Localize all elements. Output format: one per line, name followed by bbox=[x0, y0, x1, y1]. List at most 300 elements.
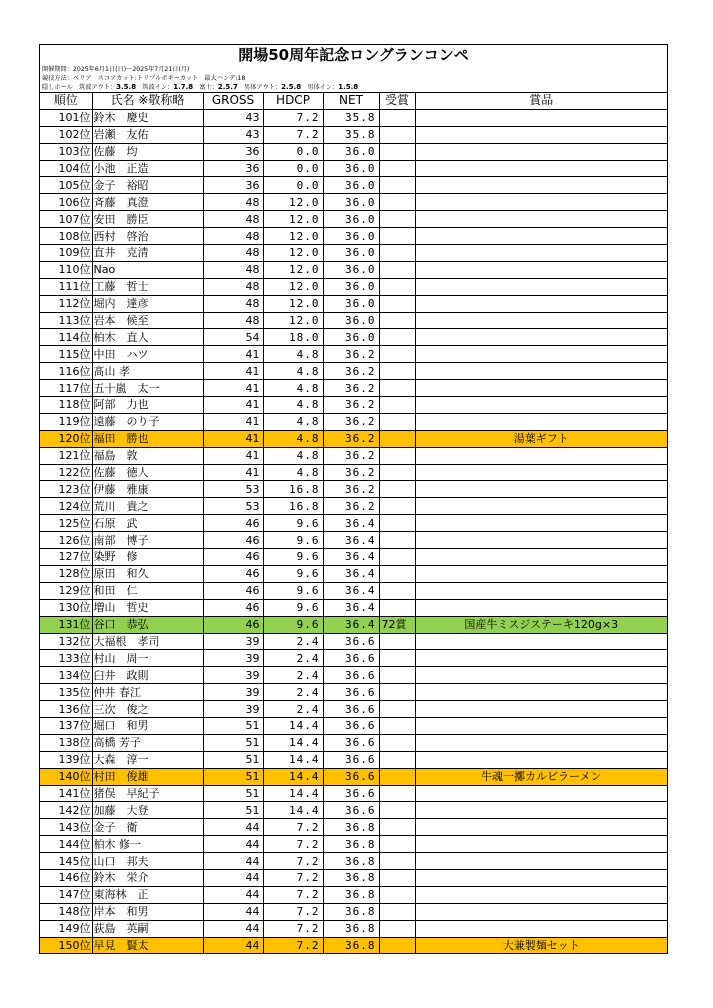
net-cell: 36.4 bbox=[323, 565, 379, 582]
gross-cell: 44 bbox=[203, 853, 263, 870]
rank-cell: 139位 bbox=[40, 751, 92, 768]
name-cell: 山口 邦夫 bbox=[92, 853, 203, 870]
gross-cell: 43 bbox=[203, 109, 263, 126]
gross-cell: 41 bbox=[203, 380, 263, 397]
table-row bbox=[40, 734, 667, 751]
hidden-holes-label-5: 男体イン： bbox=[301, 84, 339, 91]
table-row bbox=[40, 549, 667, 566]
results-sheet bbox=[39, 44, 668, 954]
rank-cell: 145位 bbox=[40, 853, 92, 870]
rank-cell: 124位 bbox=[40, 498, 92, 515]
name-cell: 原田 和久 bbox=[92, 565, 203, 582]
award-cell bbox=[379, 836, 415, 853]
gross-cell: 46 bbox=[203, 515, 263, 532]
rank-cell: 126位 bbox=[40, 532, 92, 549]
table-row bbox=[40, 312, 667, 329]
name-cell: 谷口 恭弘 bbox=[92, 616, 203, 633]
hdcp-cell: 4.8 bbox=[263, 430, 323, 447]
hdcp-cell: 4.8 bbox=[263, 363, 323, 380]
hdcp-cell: 4.8 bbox=[263, 413, 323, 430]
page-title: 開場50周年記念ロングランコンペ bbox=[238, 46, 469, 64]
award-cell bbox=[379, 447, 415, 464]
name-cell: 鈴木 慶史 bbox=[92, 109, 203, 126]
hdcp-cell: 7.2 bbox=[263, 109, 323, 126]
gross-cell: 41 bbox=[203, 363, 263, 380]
hdcp-cell: 9.6 bbox=[263, 582, 323, 599]
award-cell bbox=[379, 582, 415, 599]
name-cell: 斉藤 真澄 bbox=[92, 194, 203, 211]
prize-cell bbox=[415, 532, 667, 549]
award-cell bbox=[379, 211, 415, 228]
net-cell: 36.6 bbox=[323, 734, 379, 751]
net-cell: 36.8 bbox=[323, 937, 379, 954]
net-cell: 36.4 bbox=[323, 515, 379, 532]
rank-cell: 147位 bbox=[40, 886, 92, 903]
award-cell bbox=[379, 261, 415, 278]
prize-cell bbox=[415, 109, 667, 126]
hdcp-cell: 0.0 bbox=[263, 143, 323, 160]
prize-cell bbox=[415, 819, 667, 836]
hdcp-cell: 12.0 bbox=[263, 312, 323, 329]
net-cell: 36.0 bbox=[323, 160, 379, 177]
rank-cell: 113位 bbox=[40, 312, 92, 329]
hdcp-cell: 9.6 bbox=[263, 515, 323, 532]
hdcp-cell: 2.4 bbox=[263, 633, 323, 650]
hdcp-cell: 9.6 bbox=[263, 616, 323, 633]
name-cell: 西村 啓治 bbox=[92, 228, 203, 245]
table-row bbox=[40, 447, 667, 464]
prize-cell bbox=[415, 447, 667, 464]
table-row bbox=[40, 430, 667, 447]
hdcp-cell: 2.4 bbox=[263, 684, 323, 701]
prize-cell bbox=[415, 785, 667, 802]
hidden-holes-label-2: 筑波イン： bbox=[136, 84, 174, 91]
hdcp-cell: 4.8 bbox=[263, 447, 323, 464]
event-period: 開催期間：2025年6月1日(日)～2025年7月21日(月) bbox=[42, 66, 190, 73]
prize-cell bbox=[415, 329, 667, 346]
gross-cell: 53 bbox=[203, 498, 263, 515]
gross-cell: 41 bbox=[203, 346, 263, 363]
net-cell: 36.6 bbox=[323, 751, 379, 768]
net-cell: 36.4 bbox=[323, 582, 379, 599]
name-cell: 金子 衛 bbox=[92, 819, 203, 836]
name-cell: 染野 修 bbox=[92, 549, 203, 566]
award-cell bbox=[379, 363, 415, 380]
prize-cell bbox=[415, 751, 667, 768]
name-cell: 荒川 貴之 bbox=[92, 498, 203, 515]
prize-cell bbox=[415, 582, 667, 599]
gross-cell: 39 bbox=[203, 667, 263, 684]
net-cell: 36.8 bbox=[323, 903, 379, 920]
net-cell: 35.8 bbox=[323, 126, 379, 143]
table-row bbox=[40, 464, 667, 481]
table-row bbox=[40, 920, 667, 937]
net-cell: 36.0 bbox=[323, 329, 379, 346]
award-cell bbox=[379, 667, 415, 684]
name-cell: 加藤 大登 bbox=[92, 802, 203, 819]
net-cell: 36.8 bbox=[323, 819, 379, 836]
name-cell: 金子 裕昭 bbox=[92, 177, 203, 194]
prize-cell: 大兼製麺セット bbox=[415, 937, 667, 954]
gross-cell: 44 bbox=[203, 819, 263, 836]
net-cell: 36.6 bbox=[323, 768, 379, 785]
table-row bbox=[40, 278, 667, 295]
competition-method: 競技方法：ペリア スコアカット:トリプルボギーカット 最大ハンデ:18 bbox=[42, 75, 246, 82]
gross-cell: 44 bbox=[203, 869, 263, 886]
name-cell: 五十嵐 太一 bbox=[92, 380, 203, 397]
prize-cell bbox=[415, 160, 667, 177]
award-cell bbox=[379, 143, 415, 160]
prize-cell bbox=[415, 295, 667, 312]
table-row bbox=[40, 768, 667, 785]
name-cell: 大森 淳一 bbox=[92, 751, 203, 768]
table-row bbox=[40, 346, 667, 363]
name-cell: 村山 周一 bbox=[92, 650, 203, 667]
table-row bbox=[40, 650, 667, 667]
hdcp-cell: 7.2 bbox=[263, 920, 323, 937]
table-row bbox=[40, 397, 667, 414]
rank-cell: 135位 bbox=[40, 684, 92, 701]
gross-cell: 39 bbox=[203, 684, 263, 701]
name-cell: 工藤 哲士 bbox=[92, 278, 203, 295]
prize-cell bbox=[415, 346, 667, 363]
gross-cell: 48 bbox=[203, 228, 263, 245]
prize-cell bbox=[415, 228, 667, 245]
table-row bbox=[40, 329, 667, 346]
gross-cell: 48 bbox=[203, 312, 263, 329]
net-cell: 36.8 bbox=[323, 920, 379, 937]
gross-cell: 46 bbox=[203, 565, 263, 582]
table-row bbox=[40, 177, 667, 194]
table-row bbox=[40, 802, 667, 819]
hdcp-cell: 7.2 bbox=[263, 836, 323, 853]
gross-cell: 51 bbox=[203, 802, 263, 819]
hdcp-cell: 7.2 bbox=[263, 126, 323, 143]
award-cell bbox=[379, 430, 415, 447]
award-cell bbox=[379, 346, 415, 363]
prize-cell bbox=[415, 599, 667, 616]
results-table bbox=[40, 92, 667, 954]
rank-cell: 140位 bbox=[40, 768, 92, 785]
rank-cell: 123位 bbox=[40, 481, 92, 498]
table-row bbox=[40, 413, 667, 430]
prize-cell bbox=[415, 397, 667, 414]
rank-cell: 105位 bbox=[40, 177, 92, 194]
rank-cell: 148位 bbox=[40, 903, 92, 920]
hdcp-cell: 18.0 bbox=[263, 329, 323, 346]
gross-cell: 51 bbox=[203, 768, 263, 785]
rank-cell: 108位 bbox=[40, 228, 92, 245]
rank-cell: 109位 bbox=[40, 245, 92, 262]
hdcp-cell: 4.8 bbox=[263, 397, 323, 414]
rank-cell: 122位 bbox=[40, 464, 92, 481]
net-cell: 36.0 bbox=[323, 211, 379, 228]
gross-cell: 51 bbox=[203, 717, 263, 734]
net-cell: 36.8 bbox=[323, 853, 379, 870]
hidden-holes-label-1: 隠しホール 筑波アウト： bbox=[42, 84, 117, 91]
hidden-holes-label-4: 男体アウト： bbox=[237, 84, 282, 91]
net-cell: 36.6 bbox=[323, 717, 379, 734]
prize-cell bbox=[415, 903, 667, 920]
rank-cell: 106位 bbox=[40, 194, 92, 211]
prize-cell bbox=[415, 278, 667, 295]
award-cell bbox=[379, 278, 415, 295]
rank-cell: 121位 bbox=[40, 447, 92, 464]
rank-cell: 110位 bbox=[40, 261, 92, 278]
net-cell: 36.2 bbox=[323, 481, 379, 498]
hdcp-cell: 2.4 bbox=[263, 650, 323, 667]
prize-cell bbox=[415, 717, 667, 734]
table-row bbox=[40, 481, 667, 498]
gross-cell: 41 bbox=[203, 430, 263, 447]
table-row bbox=[40, 819, 667, 836]
net-cell: 36.0 bbox=[323, 245, 379, 262]
table-row bbox=[40, 143, 667, 160]
gross-cell: 46 bbox=[203, 549, 263, 566]
prize-cell bbox=[415, 498, 667, 515]
hdcp-cell: 9.6 bbox=[263, 565, 323, 582]
gross-cell: 51 bbox=[203, 785, 263, 802]
rank-cell: 136位 bbox=[40, 701, 92, 718]
rank-cell: 103位 bbox=[40, 143, 92, 160]
gross-cell: 41 bbox=[203, 447, 263, 464]
rank-cell: 119位 bbox=[40, 413, 92, 430]
net-cell: 36.0 bbox=[323, 143, 379, 160]
gross-cell: 51 bbox=[203, 734, 263, 751]
award-cell bbox=[379, 565, 415, 582]
prize-cell bbox=[415, 836, 667, 853]
net-cell: 36.4 bbox=[323, 616, 379, 633]
hdcp-cell: 14.4 bbox=[263, 768, 323, 785]
table-row bbox=[40, 599, 667, 616]
gross-cell: 39 bbox=[203, 633, 263, 650]
rank-cell: 144位 bbox=[40, 836, 92, 853]
hdcp-cell: 9.6 bbox=[263, 549, 323, 566]
name-cell: 福田 勝也 bbox=[92, 430, 203, 447]
net-cell: 36.0 bbox=[323, 295, 379, 312]
table-row bbox=[40, 126, 667, 143]
net-cell: 36.2 bbox=[323, 447, 379, 464]
award-cell bbox=[379, 920, 415, 937]
rank-cell: 150位 bbox=[40, 937, 92, 954]
hdcp-cell: 7.2 bbox=[263, 886, 323, 903]
name-cell: 岸本 和男 bbox=[92, 903, 203, 920]
table-row bbox=[40, 836, 667, 853]
table-row bbox=[40, 565, 667, 582]
prize-cell: 牛魂一擲カルビラーメン bbox=[415, 768, 667, 785]
gross-cell: 48 bbox=[203, 245, 263, 262]
gross-cell: 44 bbox=[203, 886, 263, 903]
hdcp-cell: 0.0 bbox=[263, 177, 323, 194]
award-cell bbox=[379, 903, 415, 920]
rank-cell: 115位 bbox=[40, 346, 92, 363]
name-cell: 伊藤 雅康 bbox=[92, 481, 203, 498]
award-cell bbox=[379, 295, 415, 312]
table-row bbox=[40, 211, 667, 228]
prize-cell bbox=[415, 312, 667, 329]
table-row bbox=[40, 582, 667, 599]
hdcp-cell: 9.6 bbox=[263, 599, 323, 616]
name-cell: 岩瀬 友佑 bbox=[92, 126, 203, 143]
hdcp-cell: 12.0 bbox=[263, 261, 323, 278]
table-row bbox=[40, 109, 667, 126]
award-cell bbox=[379, 464, 415, 481]
name-cell: 小池 正造 bbox=[92, 160, 203, 177]
gross-cell: 41 bbox=[203, 397, 263, 414]
name-cell: 南部 博子 bbox=[92, 532, 203, 549]
gross-cell: 48 bbox=[203, 211, 263, 228]
prize-cell: 国産牛ミスジステーキ120g×3 bbox=[415, 616, 667, 633]
table-row bbox=[40, 261, 667, 278]
gross-cell: 53 bbox=[203, 481, 263, 498]
rank-cell: 116位 bbox=[40, 363, 92, 380]
prize-cell bbox=[415, 245, 667, 262]
name-cell: 大福根 孝司 bbox=[92, 633, 203, 650]
award-cell bbox=[379, 768, 415, 785]
award-cell bbox=[379, 937, 415, 954]
prize-cell bbox=[415, 211, 667, 228]
gross-cell: 39 bbox=[203, 650, 263, 667]
table-row bbox=[40, 228, 667, 245]
award-cell bbox=[379, 312, 415, 329]
net-cell: 36.0 bbox=[323, 228, 379, 245]
name-cell: 鈴木 栄介 bbox=[92, 869, 203, 886]
name-cell: 和田 仁 bbox=[92, 582, 203, 599]
hidden-holes-value-2: 1.7.8 bbox=[173, 83, 194, 91]
table-row bbox=[40, 886, 667, 903]
net-cell: 36.0 bbox=[323, 312, 379, 329]
rank-cell: 142位 bbox=[40, 802, 92, 819]
net-cell: 35.8 bbox=[323, 109, 379, 126]
net-cell: 36.0 bbox=[323, 278, 379, 295]
gross-cell: 46 bbox=[203, 582, 263, 599]
award-cell bbox=[379, 126, 415, 143]
name-cell: 佐藤 均 bbox=[92, 143, 203, 160]
award-cell bbox=[379, 532, 415, 549]
prize-cell bbox=[415, 126, 667, 143]
table-row bbox=[40, 532, 667, 549]
rank-cell: 111位 bbox=[40, 278, 92, 295]
gross-cell: 39 bbox=[203, 701, 263, 718]
hdcp-cell: 12.0 bbox=[263, 211, 323, 228]
rank-cell: 133位 bbox=[40, 650, 92, 667]
gross-cell: 46 bbox=[203, 532, 263, 549]
gross-cell: 44 bbox=[203, 920, 263, 937]
prize-cell bbox=[415, 363, 667, 380]
hidden-holes-value-1: 3.5.8 bbox=[116, 83, 137, 91]
name-cell: 石原 武 bbox=[92, 515, 203, 532]
gross-cell: 51 bbox=[203, 751, 263, 768]
prize-cell bbox=[415, 853, 667, 870]
name-cell: 堀内 達彦 bbox=[92, 295, 203, 312]
hdcp-cell: 7.2 bbox=[263, 903, 323, 920]
hdcp-cell: 7.2 bbox=[263, 819, 323, 836]
rank-cell: 128位 bbox=[40, 565, 92, 582]
award-cell bbox=[379, 413, 415, 430]
hdcp-cell: 16.8 bbox=[263, 481, 323, 498]
table-row bbox=[40, 633, 667, 650]
name-cell: 岩本 候至 bbox=[92, 312, 203, 329]
table-row bbox=[40, 701, 667, 718]
award-cell bbox=[379, 397, 415, 414]
rank-cell: 117位 bbox=[40, 380, 92, 397]
prize-cell bbox=[415, 565, 667, 582]
award-cell bbox=[379, 109, 415, 126]
rank-cell: 138位 bbox=[40, 734, 92, 751]
net-cell: 36.2 bbox=[323, 346, 379, 363]
net-cell: 36.8 bbox=[323, 836, 379, 853]
award-cell bbox=[379, 734, 415, 751]
table-row bbox=[40, 363, 667, 380]
prize-cell bbox=[415, 633, 667, 650]
award-cell bbox=[379, 228, 415, 245]
table-row bbox=[40, 498, 667, 515]
name-cell: 猪俣 早紀子 bbox=[92, 785, 203, 802]
net-cell: 36.6 bbox=[323, 701, 379, 718]
table-row bbox=[40, 245, 667, 262]
gross-cell: 36 bbox=[203, 177, 263, 194]
award-cell bbox=[379, 481, 415, 498]
hdcp-cell: 14.4 bbox=[263, 751, 323, 768]
net-cell: 36.4 bbox=[323, 599, 379, 616]
hdcp-cell: 4.8 bbox=[263, 464, 323, 481]
col-header-prize: 賞品 bbox=[415, 93, 667, 110]
net-cell: 36.2 bbox=[323, 380, 379, 397]
gross-cell: 41 bbox=[203, 413, 263, 430]
award-cell bbox=[379, 701, 415, 718]
gross-cell: 48 bbox=[203, 194, 263, 211]
hdcp-cell: 2.4 bbox=[263, 667, 323, 684]
name-cell: 村田 俊雄 bbox=[92, 768, 203, 785]
table-row bbox=[40, 937, 667, 954]
prize-cell bbox=[415, 481, 667, 498]
name-cell: 堀口 和男 bbox=[92, 717, 203, 734]
rank-cell: 102位 bbox=[40, 126, 92, 143]
hdcp-cell: 14.4 bbox=[263, 717, 323, 734]
rank-cell: 132位 bbox=[40, 633, 92, 650]
net-cell: 36.4 bbox=[323, 549, 379, 566]
net-cell: 36.2 bbox=[323, 498, 379, 515]
prize-cell: 湯葉ギフト bbox=[415, 430, 667, 447]
net-cell: 36.2 bbox=[323, 363, 379, 380]
name-cell: 高橋 芳子 bbox=[92, 734, 203, 751]
net-cell: 36.0 bbox=[323, 177, 379, 194]
table-row bbox=[40, 160, 667, 177]
hdcp-cell: 0.0 bbox=[263, 160, 323, 177]
award-cell bbox=[379, 886, 415, 903]
table-row bbox=[40, 717, 667, 734]
name-cell: Nao bbox=[92, 261, 203, 278]
award-cell bbox=[379, 869, 415, 886]
rank-cell: 107位 bbox=[40, 211, 92, 228]
prize-cell bbox=[415, 194, 667, 211]
gross-cell: 36 bbox=[203, 143, 263, 160]
rank-cell: 130位 bbox=[40, 599, 92, 616]
name-cell: 福島 敦 bbox=[92, 447, 203, 464]
name-cell: 早見 賢太 bbox=[92, 937, 203, 954]
name-cell: 遠藤 のり子 bbox=[92, 413, 203, 430]
gross-cell: 48 bbox=[203, 278, 263, 295]
hdcp-cell: 14.4 bbox=[263, 785, 323, 802]
hidden-holes bbox=[40, 83, 667, 92]
table-row bbox=[40, 616, 667, 633]
prize-cell bbox=[415, 464, 667, 481]
net-cell: 36.6 bbox=[323, 802, 379, 819]
prize-cell bbox=[415, 650, 667, 667]
gross-cell: 43 bbox=[203, 126, 263, 143]
name-cell: 中田 ハツ bbox=[92, 346, 203, 363]
hdcp-cell: 7.2 bbox=[263, 937, 323, 954]
